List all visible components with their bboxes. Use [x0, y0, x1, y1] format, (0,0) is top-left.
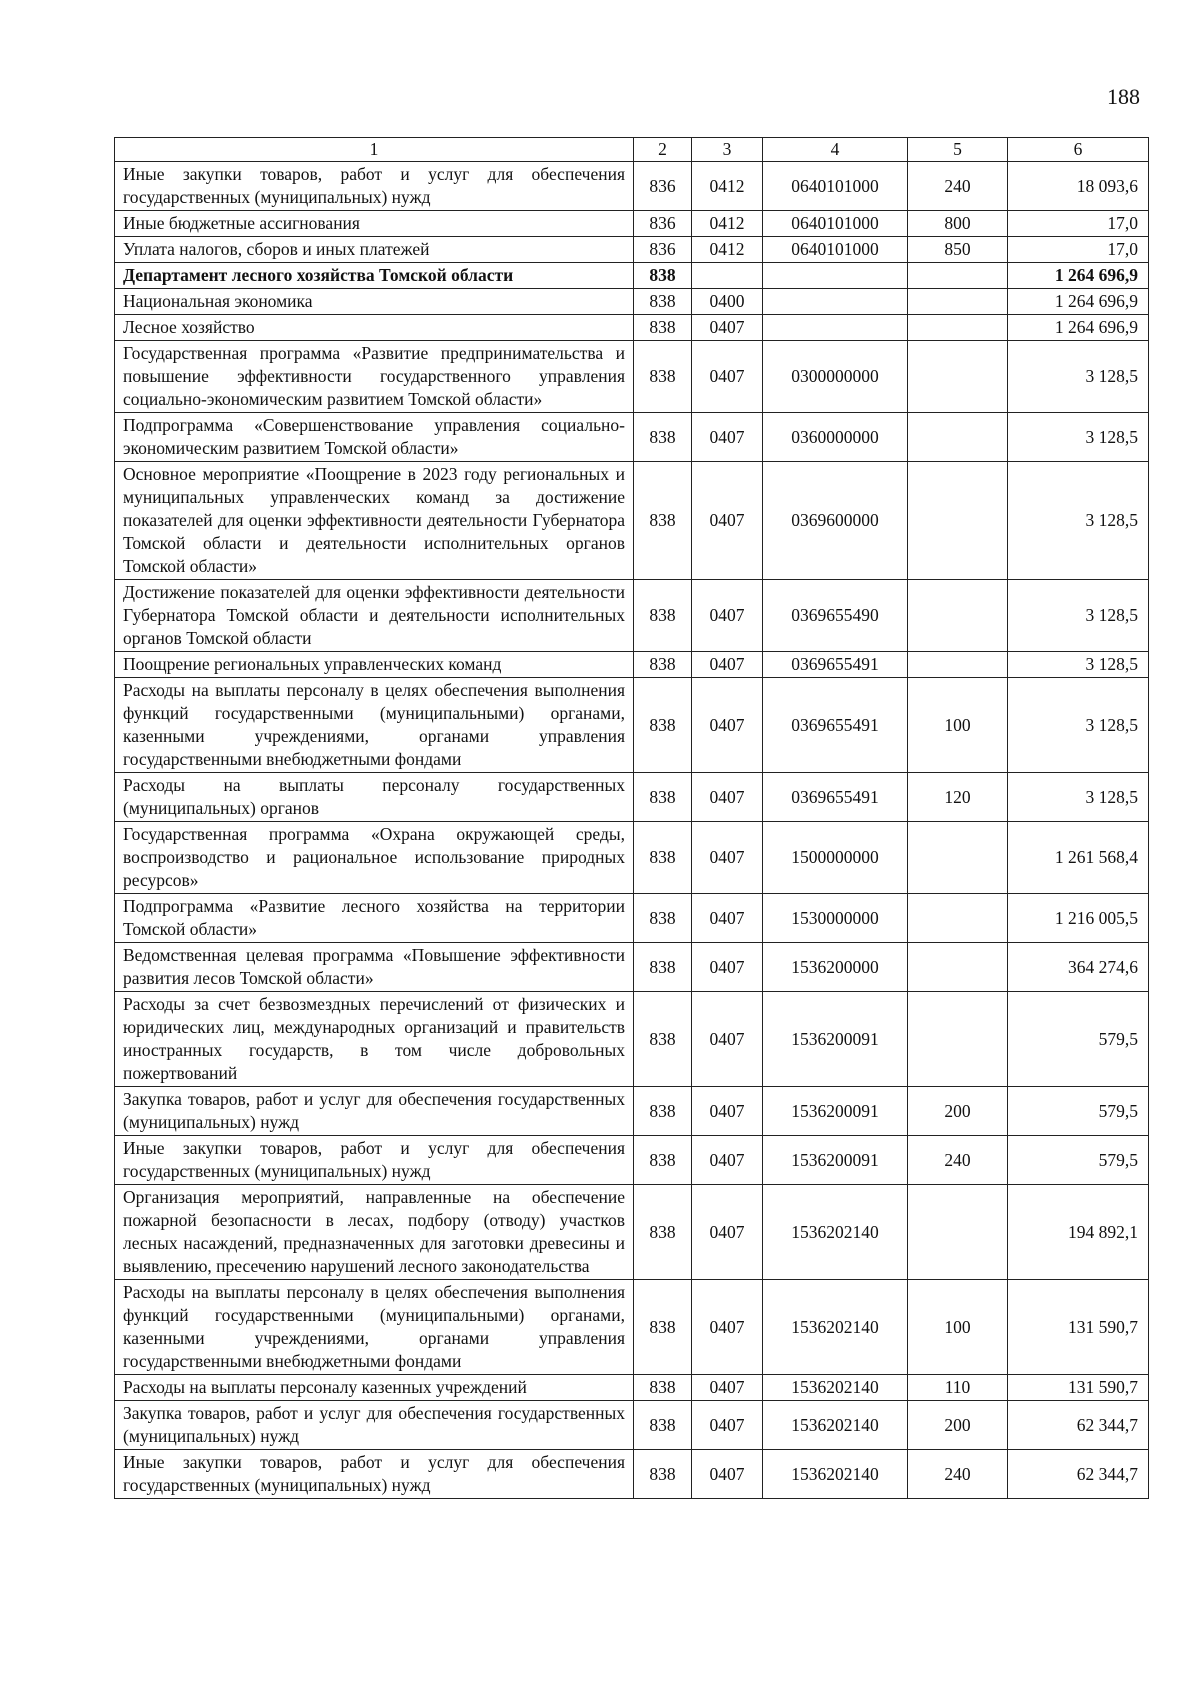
row-expense-type-code: 120	[908, 773, 1008, 822]
row-section-code: 0407	[692, 943, 763, 992]
table-row	[115, 1375, 1149, 1401]
row-target-article-code: 1500000000	[763, 822, 908, 894]
row-target-article-code: 0640101000	[763, 162, 908, 211]
row-amount: 1 261 568,4	[1008, 822, 1149, 894]
row-amount: 3 128,5	[1008, 580, 1149, 652]
row-description: Государственная программа «Охрана окружающей среды, воспроизводство и рациональное использование природных ресурсов»	[115, 822, 634, 894]
table-row	[115, 263, 1149, 289]
page-number: 188	[1107, 84, 1140, 109]
row-description: Иные закупки товаров, работ и услуг для обеспечения государственных (муниципальных) нужд	[115, 1450, 634, 1499]
row-expense-type-code: 240	[908, 1450, 1008, 1499]
row-expense-type-code: 100	[908, 678, 1008, 773]
row-section-code: 0400	[692, 289, 763, 315]
table-row	[115, 413, 1149, 462]
row-department-code: 836	[634, 237, 692, 263]
row-department-code: 838	[634, 413, 692, 462]
row-expense-type-code	[908, 580, 1008, 652]
row-description: Подпрограмма «Развитие лесного хозяйства на территории Томской области»	[115, 894, 634, 943]
row-expense-type-code	[908, 822, 1008, 894]
row-department-code: 838	[634, 263, 692, 289]
row-department-code: 838	[634, 678, 692, 773]
row-description: Расходы на выплаты персоналу казенных учреждений	[115, 1375, 634, 1401]
row-section-code: 0407	[692, 413, 763, 462]
row-description: Закупка товаров, работ и услуг для обеспечения государственных (муниципальных) нужд	[115, 1401, 634, 1450]
table-row	[115, 1185, 1149, 1280]
row-section-code: 0407	[692, 341, 763, 413]
row-amount: 579,5	[1008, 1087, 1149, 1136]
row-department-code: 838	[634, 580, 692, 652]
row-amount: 3 128,5	[1008, 678, 1149, 773]
row-target-article-code: 0369655491	[763, 652, 908, 678]
table-row	[115, 289, 1149, 315]
row-description: Иные бюджетные ассигнования	[115, 211, 634, 237]
row-section-code: 0407	[692, 462, 763, 580]
row-description: Поощрение региональных управленческих команд	[115, 652, 634, 678]
table-body	[115, 162, 1149, 1499]
row-target-article-code: 1536202140	[763, 1185, 908, 1280]
row-description: Департамент лесного хозяйства Томской области	[115, 263, 634, 289]
row-department-code: 838	[634, 992, 692, 1087]
row-amount: 1 216 005,5	[1008, 894, 1149, 943]
row-amount: 1 264 696,9	[1008, 263, 1149, 289]
row-department-code: 838	[634, 1087, 692, 1136]
row-target-article-code: 0369655490	[763, 580, 908, 652]
row-target-article-code	[763, 289, 908, 315]
row-section-code: 0412	[692, 211, 763, 237]
row-department-code: 838	[634, 315, 692, 341]
table-row	[115, 1136, 1149, 1185]
row-expense-type-code: 800	[908, 211, 1008, 237]
row-target-article-code: 1536202140	[763, 1375, 908, 1401]
row-target-article-code: 1536200091	[763, 1136, 908, 1185]
row-target-article-code: 0640101000	[763, 211, 908, 237]
row-description: Основное мероприятие «Поощрение в 2023 году региональных и муниципальных управленческих команд за достижение показателей для оценки эффективности деятельности Губернатора Томской области и деятельности исполнительных органов Томской области»	[115, 462, 634, 580]
row-amount: 18 093,6	[1008, 162, 1149, 211]
row-expense-type-code	[908, 413, 1008, 462]
row-target-article-code: 0360000000	[763, 413, 908, 462]
table-row	[115, 822, 1149, 894]
row-amount: 3 128,5	[1008, 462, 1149, 580]
header-row	[115, 138, 1149, 162]
row-section-code: 0407	[692, 1280, 763, 1375]
row-amount: 1 264 696,9	[1008, 315, 1149, 341]
row-amount: 62 344,7	[1008, 1450, 1149, 1499]
row-target-article-code: 1536202140	[763, 1401, 908, 1450]
row-expense-type-code	[908, 341, 1008, 413]
row-amount: 3 128,5	[1008, 773, 1149, 822]
row-target-article-code: 1536202140	[763, 1450, 908, 1499]
row-target-article-code: 0369655491	[763, 773, 908, 822]
table-row	[115, 1450, 1149, 1499]
row-expense-type-code: 850	[908, 237, 1008, 263]
row-section-code: 0407	[692, 992, 763, 1087]
row-department-code: 838	[634, 341, 692, 413]
row-section-code	[692, 263, 763, 289]
row-expense-type-code	[908, 289, 1008, 315]
row-section-code: 0407	[692, 1185, 763, 1280]
row-amount: 17,0	[1008, 237, 1149, 263]
row-section-code: 0407	[692, 773, 763, 822]
table-row	[115, 943, 1149, 992]
row-description: Организация мероприятий, направленные на обеспечение пожарной безопасности в лесах, подбору (отводу) участков лесных насаждений, предназначенных для заготовки древесины и выявлению, пресечению нарушений лесного законодательства	[115, 1185, 634, 1280]
row-department-code: 838	[634, 822, 692, 894]
row-description: Расходы за счет безвозмездных перечислений от физических и юридических лиц, международных организаций и правительств иностранных государств, в том числе добровольных пожертвований	[115, 992, 634, 1087]
row-target-article-code: 1536200091	[763, 1087, 908, 1136]
row-expense-type-code: 200	[908, 1087, 1008, 1136]
row-target-article-code: 0369655491	[763, 678, 908, 773]
row-expense-type-code	[908, 315, 1008, 341]
row-description: Достижение показателей для оценки эффективности деятельности Губернатора Томской области и деятельности исполнительных органов Томской области	[115, 580, 634, 652]
row-department-code: 838	[634, 1450, 692, 1499]
table-row	[115, 237, 1149, 263]
row-expense-type-code	[908, 462, 1008, 580]
column-header-4: 4	[763, 138, 908, 162]
row-expense-type-code: 240	[908, 1136, 1008, 1185]
row-amount: 1 264 696,9	[1008, 289, 1149, 315]
row-description: Иные закупки товаров, работ и услуг для обеспечения государственных (муниципальных) нужд	[115, 1136, 634, 1185]
row-department-code: 838	[634, 943, 692, 992]
row-department-code: 838	[634, 289, 692, 315]
table-row	[115, 1401, 1149, 1450]
table-row	[115, 341, 1149, 413]
budget-table	[114, 137, 1149, 1499]
row-description: Ведомственная целевая программа «Повышение эффективности развития лесов Томской области»	[115, 943, 634, 992]
table-row	[115, 462, 1149, 580]
row-section-code: 0407	[692, 580, 763, 652]
row-amount: 62 344,7	[1008, 1401, 1149, 1450]
table-row	[115, 211, 1149, 237]
row-section-code: 0407	[692, 678, 763, 773]
row-description: Расходы на выплаты персоналу в целях обеспечения выполнения функций государственными (муниципальными) органами, казенными учреждениями, органами управления государственными внебюджетными фондами	[115, 678, 634, 773]
row-description: Подпрограмма «Совершенствование управления социально-экономическим развитием Томской области»	[115, 413, 634, 462]
table-row	[115, 1087, 1149, 1136]
row-expense-type-code	[908, 1185, 1008, 1280]
row-amount: 3 128,5	[1008, 341, 1149, 413]
row-expense-type-code: 200	[908, 1401, 1008, 1450]
row-section-code: 0407	[692, 822, 763, 894]
table-row	[115, 652, 1149, 678]
row-target-article-code: 1536200000	[763, 943, 908, 992]
column-header-3: 3	[692, 138, 763, 162]
row-expense-type-code: 110	[908, 1375, 1008, 1401]
row-amount: 364 274,6	[1008, 943, 1149, 992]
row-description: Расходы на выплаты персоналу в целях обеспечения выполнения функций государственными (муниципальными) органами, казенными учреждениями, органами управления государственными внебюджетными фондами	[115, 1280, 634, 1375]
row-department-code: 838	[634, 652, 692, 678]
row-description: Лесное хозяйство	[115, 315, 634, 341]
column-header-6: 6	[1008, 138, 1149, 162]
row-expense-type-code	[908, 943, 1008, 992]
row-expense-type-code	[908, 992, 1008, 1087]
row-department-code: 838	[634, 1401, 692, 1450]
row-amount: 579,5	[1008, 992, 1149, 1087]
column-header-5: 5	[908, 138, 1008, 162]
row-amount: 131 590,7	[1008, 1280, 1149, 1375]
table-row	[115, 992, 1149, 1087]
table-row	[115, 1280, 1149, 1375]
row-department-code: 838	[634, 1185, 692, 1280]
table-row	[115, 894, 1149, 943]
row-department-code: 838	[634, 894, 692, 943]
row-department-code: 838	[634, 1375, 692, 1401]
row-department-code: 838	[634, 773, 692, 822]
table-row	[115, 678, 1149, 773]
row-description: Расходы на выплаты персоналу государственных (муниципальных) органов	[115, 773, 634, 822]
row-department-code: 838	[634, 462, 692, 580]
row-department-code: 836	[634, 162, 692, 211]
row-department-code: 836	[634, 211, 692, 237]
row-section-code: 0407	[692, 652, 763, 678]
row-target-article-code: 0640101000	[763, 237, 908, 263]
column-header-1: 1	[115, 138, 634, 162]
row-amount: 194 892,1	[1008, 1185, 1149, 1280]
row-target-article-code: 1530000000	[763, 894, 908, 943]
row-amount: 131 590,7	[1008, 1375, 1149, 1401]
row-target-article-code: 0300000000	[763, 341, 908, 413]
row-amount: 17,0	[1008, 211, 1149, 237]
row-expense-type-code	[908, 652, 1008, 678]
row-section-code: 0407	[692, 1450, 763, 1499]
row-target-article-code	[763, 263, 908, 289]
row-section-code: 0407	[692, 1375, 763, 1401]
table-row	[115, 580, 1149, 652]
row-amount: 3 128,5	[1008, 652, 1149, 678]
row-amount: 3 128,5	[1008, 413, 1149, 462]
table-row	[115, 315, 1149, 341]
row-section-code: 0407	[692, 315, 763, 341]
row-target-article-code: 1536200091	[763, 992, 908, 1087]
row-section-code: 0412	[692, 162, 763, 211]
row-section-code: 0412	[692, 237, 763, 263]
row-description: Иные закупки товаров, работ и услуг для обеспечения государственных (муниципальных) нужд	[115, 162, 634, 211]
row-expense-type-code	[908, 263, 1008, 289]
row-section-code: 0407	[692, 894, 763, 943]
row-target-article-code	[763, 315, 908, 341]
row-section-code: 0407	[692, 1401, 763, 1450]
row-expense-type-code: 240	[908, 162, 1008, 211]
row-description: Государственная программа «Развитие предпринимательства и повышение эффективности государственного управления социально-экономическим развитием Томской области»	[115, 341, 634, 413]
row-amount: 579,5	[1008, 1136, 1149, 1185]
row-department-code: 838	[634, 1280, 692, 1375]
table-row	[115, 773, 1149, 822]
row-expense-type-code: 100	[908, 1280, 1008, 1375]
row-department-code: 838	[634, 1136, 692, 1185]
table-row	[115, 162, 1149, 211]
row-section-code: 0407	[692, 1136, 763, 1185]
row-target-article-code: 1536202140	[763, 1280, 908, 1375]
row-description: Закупка товаров, работ и услуг для обеспечения государственных (муниципальных) нужд	[115, 1087, 634, 1136]
row-description: Национальная экономика	[115, 289, 634, 315]
column-header-2: 2	[634, 138, 692, 162]
row-target-article-code: 0369600000	[763, 462, 908, 580]
row-expense-type-code	[908, 894, 1008, 943]
row-description: Уплата налогов, сборов и иных платежей	[115, 237, 634, 263]
row-section-code: 0407	[692, 1087, 763, 1136]
